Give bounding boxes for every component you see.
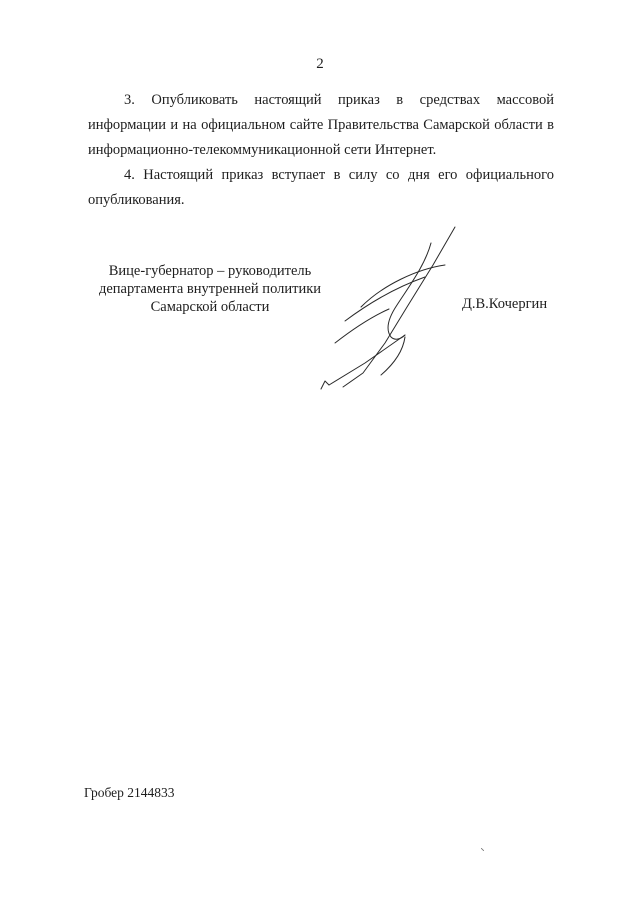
paragraph-line: информации и на официальном сайте Правительства Самарской области в	[88, 117, 554, 133]
paragraph-line: опубликования.	[88, 192, 185, 208]
paragraph-item-4	[88, 163, 554, 213]
paragraph-line: 3. Опубликовать настоящий приказ в средствах массовой	[124, 92, 554, 108]
handwritten-signature-icon	[305, 225, 470, 395]
signatory-title-line: Вице-губернатор – руководитель	[108, 263, 312, 279]
page-number: 2	[316, 56, 324, 72]
paragraph-line: информационно-телекоммуникационной сети Интернет.	[88, 142, 437, 158]
signer-name: Д.В.Кочергин	[462, 296, 548, 312]
signatory-title-line: департамента внутренней политики	[98, 281, 322, 297]
signatory-title	[80, 262, 340, 316]
signatory-title-line: Самарской области	[150, 299, 270, 315]
scan-speck-icon	[481, 848, 484, 851]
paragraph-item-3	[88, 88, 554, 163]
paragraph-line: 4. Настоящий приказ вступает в силу со дня его официального	[124, 167, 554, 183]
executor-note: Гробер 2144833	[84, 785, 175, 800]
